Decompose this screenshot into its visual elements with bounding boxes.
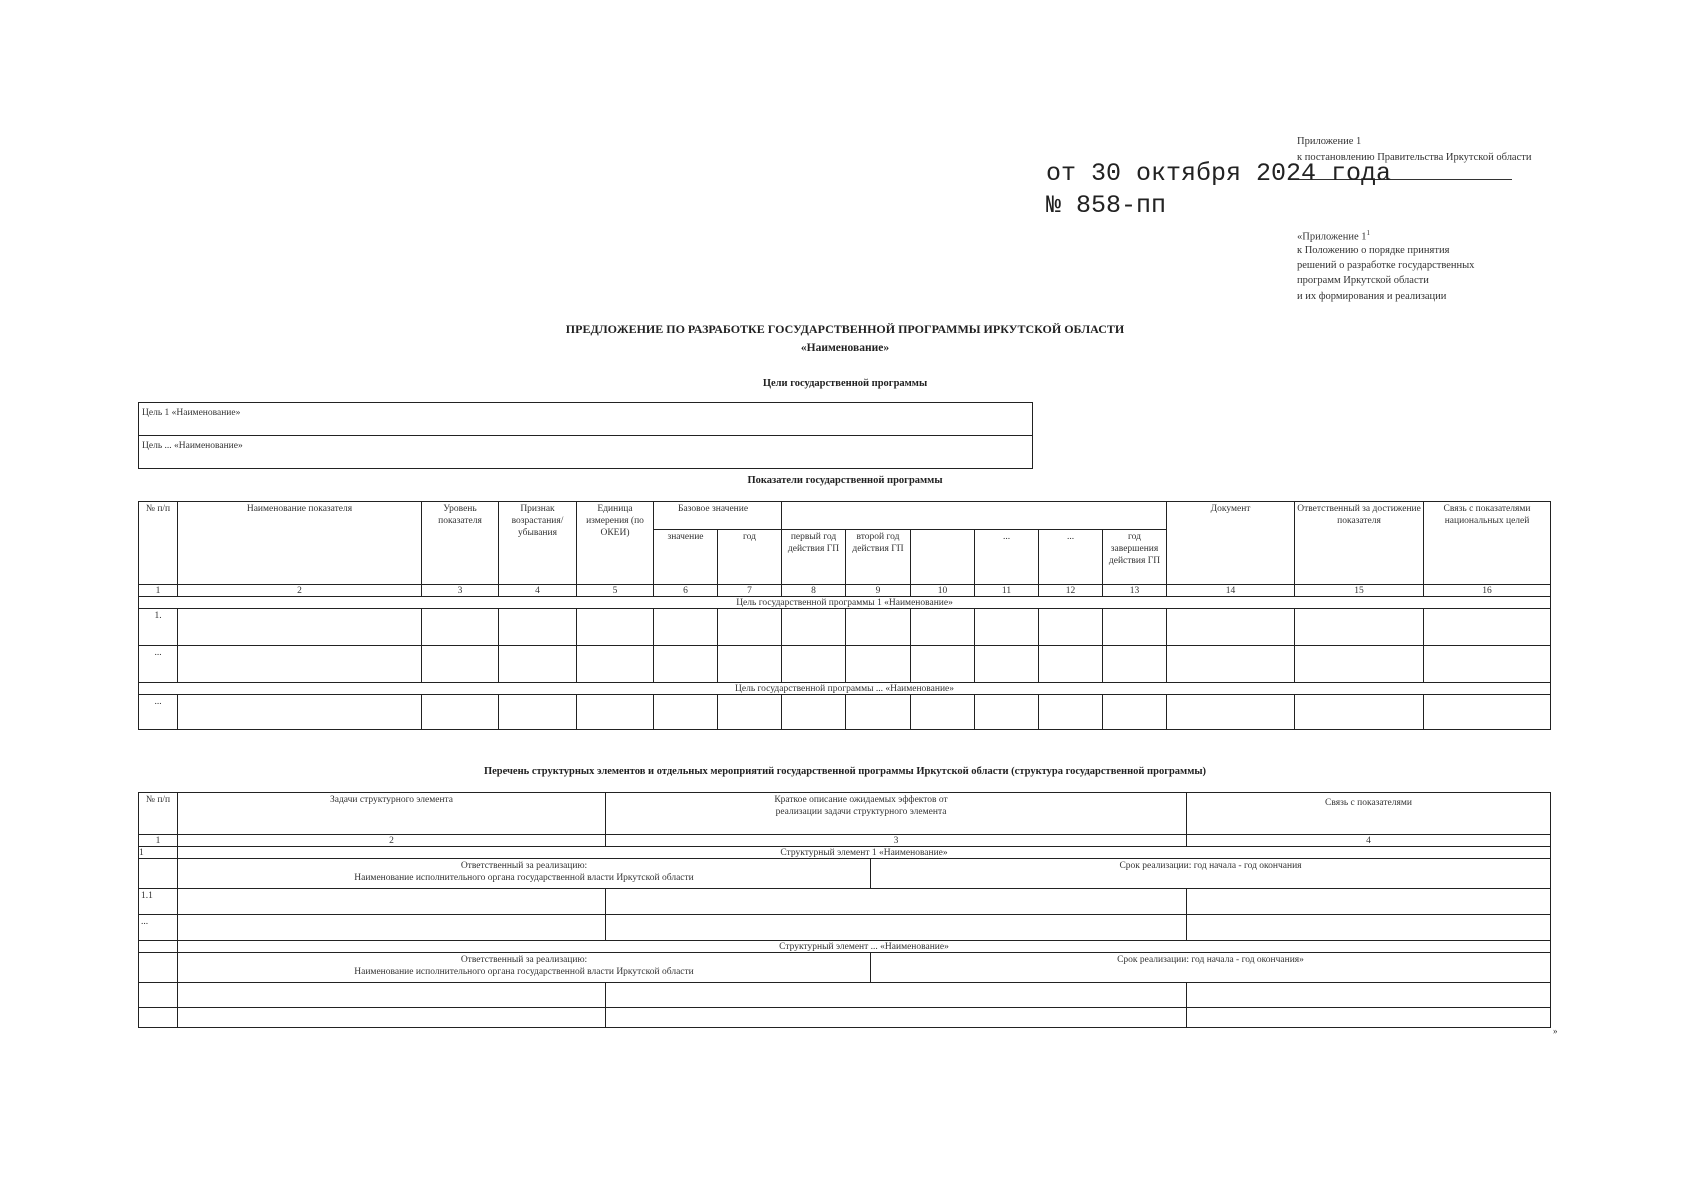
cell: [975, 646, 1039, 683]
goals-title: Цели государственной программы: [762, 378, 928, 389]
cell: [178, 983, 606, 1008]
structure-task-row: [139, 915, 1551, 941]
indicators-col-numbers: [139, 585, 1551, 597]
document-title: ПРЕДЛОЖЕНИЕ ПО РАЗРАБОТКЕ ГОСУДАРСТВЕННОЙ ПРОГРАММЫ ИРКУТСКОЙ ОБЛАСТИ: [565, 322, 1125, 336]
cell: [1424, 695, 1551, 730]
cell: [654, 609, 718, 646]
cell: [1424, 646, 1551, 683]
cell: [178, 1008, 606, 1028]
cell: [911, 609, 975, 646]
appendix2-line-2: к Положению о порядке принятия: [1297, 245, 1450, 256]
cell: [1039, 609, 1103, 646]
structure-element-n-row: [139, 941, 1551, 953]
cell: [1295, 695, 1424, 730]
goal-row: [139, 436, 1033, 469]
cell: [606, 889, 1187, 915]
hdr-years-group: [782, 502, 1167, 530]
element-n-responsible: [178, 953, 871, 983]
appendix2-line-5: и их формирования и реализации: [1297, 291, 1447, 302]
cell: [1103, 646, 1167, 683]
appendix2-line-1-text: «Приложение 1: [1297, 231, 1367, 243]
col-number: 8: [782, 585, 846, 597]
hdr-base: Базовое значение: [654, 502, 782, 530]
row-label: ...: [139, 646, 178, 683]
cell: [1103, 695, 1167, 730]
row-label: 1.: [139, 609, 178, 646]
cell: [1187, 889, 1551, 915]
indicators-goal-n: Цель государственной программы ... «Наименование»: [139, 683, 1551, 695]
hdr-sign: Признак возрастания/ убывания: [499, 502, 577, 585]
hdr-document: Документ: [1167, 502, 1295, 585]
row-label: ...: [139, 695, 178, 730]
cell: [1187, 915, 1551, 941]
indicator-row: [139, 695, 1551, 730]
hdr-name: Наименование показателя: [178, 502, 422, 585]
cell: [1295, 646, 1424, 683]
col-number: 7: [718, 585, 782, 597]
element-1-term: Срок реализации: год начала - год окончания: [871, 859, 1551, 889]
cell: [422, 609, 499, 646]
cell: [178, 889, 606, 915]
hdr-year: год: [718, 530, 782, 585]
stamp-date: от 30 октября 2024 года: [1046, 159, 1392, 188]
cell: [846, 646, 911, 683]
indicator-row: [139, 609, 1551, 646]
hdr-unit: Единица измерения (по ОКЕИ): [577, 502, 654, 585]
cell: [911, 646, 975, 683]
element-1-responsible: [178, 859, 871, 889]
structure-task-row: [139, 889, 1551, 915]
col-number: 6: [654, 585, 718, 597]
col-number: 3: [422, 585, 499, 597]
hdr-level: Уровень показателя: [422, 502, 499, 585]
element-1-title: Структурный элемент 1 «Наименование»: [178, 847, 1551, 859]
col-number: 3: [606, 835, 1187, 847]
cell: [911, 695, 975, 730]
structure-col-numbers: [139, 835, 1551, 847]
cell: [782, 695, 846, 730]
col-number: 10: [911, 585, 975, 597]
indicators-goal-n-row: [139, 683, 1551, 695]
goal-n-cell: Цель ... «Наименование»: [139, 436, 1033, 469]
cell: [499, 609, 577, 646]
structure-element-1-row: [139, 847, 1551, 859]
responsible-value: Наименование исполнительного органа государственной власти Иркутской области: [354, 967, 694, 977]
cell: [718, 695, 782, 730]
col-number: 16: [1424, 585, 1551, 597]
appendix2-line-4: программ Иркутской области: [1297, 275, 1429, 286]
cell: [654, 695, 718, 730]
cell: [577, 646, 654, 683]
col-number: 1: [139, 835, 178, 847]
cell: [1167, 609, 1295, 646]
cell: [975, 695, 1039, 730]
cell: [577, 695, 654, 730]
hdr-first-year: первый год действия ГП: [782, 530, 846, 585]
goal-row: [139, 403, 1033, 436]
cell: [1187, 983, 1551, 1008]
cell: [499, 646, 577, 683]
cell: [178, 915, 606, 941]
cell: [1039, 646, 1103, 683]
hdr-link: Связь с показателями национальных целей: [1424, 502, 1551, 585]
col-number: 2: [178, 585, 422, 597]
col-number: 12: [1039, 585, 1103, 597]
element-n-responsible-row: [139, 953, 1551, 983]
col-number: 4: [1187, 835, 1551, 847]
appendix-line-1: Приложение 1: [1297, 136, 1362, 147]
hdr-value: значение: [654, 530, 718, 585]
element-1-responsible-row: [139, 859, 1551, 889]
cell: [782, 646, 846, 683]
row-label: ...: [139, 915, 178, 941]
closing-quote-mark: »: [1553, 1026, 1558, 1036]
hdr-responsible: Ответственный за достижение показателя: [1295, 502, 1424, 585]
indicators-goal-1-row: [139, 597, 1551, 609]
structure-table: [138, 792, 1551, 1028]
cell: [422, 646, 499, 683]
cell: [1103, 609, 1167, 646]
responsible-value: Наименование исполнительного органа государственной власти Иркутской области: [354, 873, 694, 883]
hdr-link: Связь с показателями: [1187, 793, 1551, 835]
cell: [1295, 609, 1424, 646]
cell: [782, 609, 846, 646]
cell: [139, 983, 178, 1008]
cell: [846, 695, 911, 730]
col-number: 5: [577, 585, 654, 597]
stamp-number: № 858-пп: [1046, 191, 1167, 220]
cell: [718, 646, 782, 683]
hdr-dots-2: ...: [1039, 530, 1103, 585]
cell: [846, 609, 911, 646]
hdr-second-year: второй год действия ГП: [846, 530, 911, 585]
goal-1-cell: Цель 1 «Наименование»: [139, 403, 1033, 436]
col-number: 1: [139, 585, 178, 597]
cell: [718, 609, 782, 646]
cell: [499, 695, 577, 730]
element-n-term: Срок реализации: год начала - год окончания»: [871, 953, 1551, 983]
cell: [139, 859, 178, 889]
cell: [1167, 646, 1295, 683]
hdr-empty: [911, 530, 975, 585]
cell: [654, 646, 718, 683]
indicators-goal-1: Цель государственной программы 1 «Наименование»: [139, 597, 1551, 609]
hdr-tasks: Задачи структурного элемента: [178, 793, 606, 835]
cell: [606, 983, 1187, 1008]
cell: [1424, 609, 1551, 646]
document-subtitle: «Наименование»: [800, 342, 890, 354]
appendix-line-2: к постановлению Правительства Иркутской области: [1297, 152, 1532, 163]
col-number: 13: [1103, 585, 1167, 597]
appendix2-line-1: [1297, 226, 1370, 245]
row-label: 1.1: [139, 889, 178, 915]
cell: [139, 941, 178, 953]
structure-task-row: [139, 983, 1551, 1008]
hdr-effects: Краткое описание ожидаемых эффектов от реализации задачи структурного элемента: [606, 793, 1187, 835]
structure-title: Перечень структурных элементов и отдельных мероприятий государственной программы Иркутской области (структура государственной программы): [483, 766, 1207, 777]
hdr-num: № п/п: [139, 793, 178, 835]
indicator-row: [139, 646, 1551, 683]
element-n-title: Структурный элемент ... «Наименование»: [178, 941, 1551, 953]
structure-task-row: [139, 1008, 1551, 1028]
cell: [1167, 695, 1295, 730]
cell: [139, 1008, 178, 1028]
cell: [139, 953, 178, 983]
responsible-label: Ответственный за реализацию:: [460, 955, 588, 965]
col-number: 15: [1295, 585, 1424, 597]
structure-header-row: [139, 793, 1551, 835]
goals-table: [138, 402, 1033, 469]
indicators-title: Показатели государственной программы: [747, 475, 943, 486]
col-number: 2: [178, 835, 606, 847]
col-number: 4: [499, 585, 577, 597]
cell: [577, 609, 654, 646]
cell: [1187, 1008, 1551, 1028]
appendix2-sup: 1: [1366, 229, 1370, 237]
indicators-table: [138, 501, 1551, 730]
element-1-num: 1: [139, 847, 178, 859]
cell: [178, 609, 422, 646]
col-number: 11: [975, 585, 1039, 597]
hdr-last-year: год завершения действия ГП: [1103, 530, 1167, 585]
cell: [422, 695, 499, 730]
col-number: 9: [846, 585, 911, 597]
hdr-num: № п/п: [139, 502, 178, 585]
cell: [178, 695, 422, 730]
hdr-dots-1: ...: [975, 530, 1039, 585]
cell: [606, 915, 1187, 941]
cell: [178, 646, 422, 683]
cell: [975, 609, 1039, 646]
cell: [606, 1008, 1187, 1028]
col-number: 14: [1167, 585, 1295, 597]
indicators-header-row-1: [139, 502, 1551, 530]
appendix2-line-3: решений о разработке государственных: [1297, 260, 1475, 271]
responsible-label: Ответственный за реализацию:: [460, 861, 588, 871]
cell: [1039, 695, 1103, 730]
